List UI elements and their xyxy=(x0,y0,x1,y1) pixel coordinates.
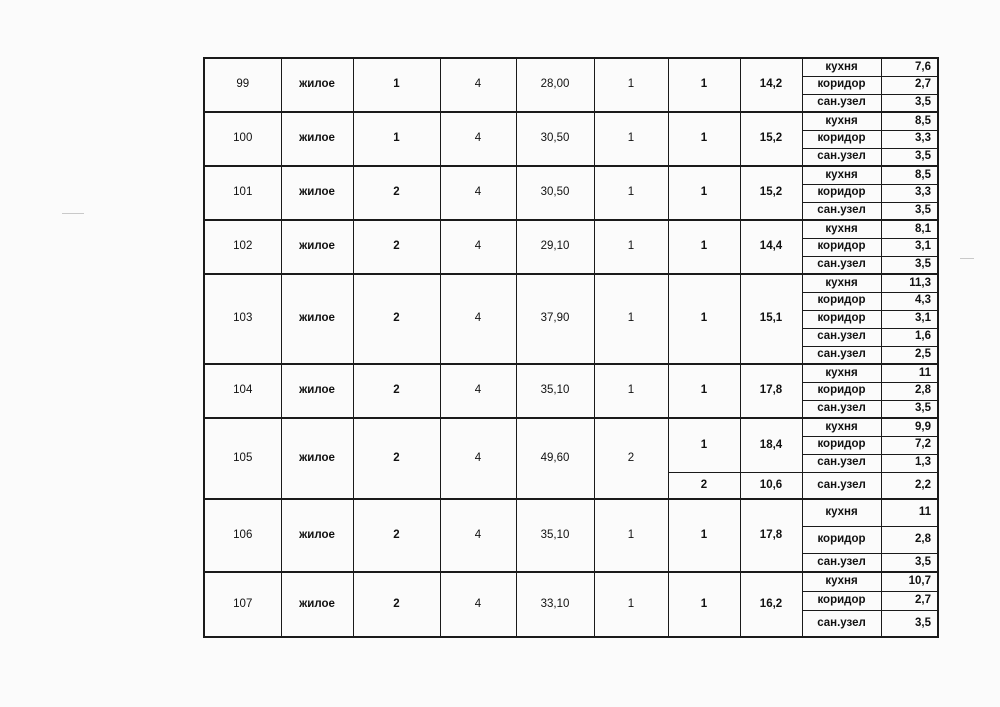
auxiliary-room-name: кухня xyxy=(802,166,881,184)
auxiliary-room-area: 3,5 xyxy=(881,256,938,274)
auxiliary-room-area: 3,5 xyxy=(881,94,938,112)
table-row xyxy=(204,274,938,292)
auxiliary-room-area: 3,5 xyxy=(881,400,938,418)
auxiliary-room-area: 9,9 xyxy=(881,418,938,436)
rooms-count: 2 xyxy=(594,418,668,499)
apartment-number: 102 xyxy=(204,220,281,274)
auxiliary-room-name: кухня xyxy=(802,418,881,436)
auxiliary-room-area: 8,5 xyxy=(881,112,938,130)
table-row xyxy=(204,364,938,382)
room-number: 1 xyxy=(668,364,740,418)
room-number: 1 xyxy=(668,220,740,274)
apartment-number: 104 xyxy=(204,364,281,418)
room-number: 1 xyxy=(668,499,740,572)
apartment-kind: жилое xyxy=(281,364,353,418)
total-area: 28,00 xyxy=(516,58,594,112)
auxiliary-room-area: 3,5 xyxy=(881,610,938,637)
total-area: 30,50 xyxy=(516,166,594,220)
section-number: 2 xyxy=(353,364,440,418)
apartment-kind: жилое xyxy=(281,112,353,166)
total-area: 35,10 xyxy=(516,364,594,418)
floor-number: 4 xyxy=(440,58,516,112)
room-number: 1 xyxy=(668,572,740,637)
room-area: 15,2 xyxy=(740,166,802,220)
floor-number: 4 xyxy=(440,220,516,274)
apartment-kind: жилое xyxy=(281,58,353,112)
auxiliary-room-area: 4,3 xyxy=(881,292,938,310)
room-number: 1 xyxy=(668,418,740,472)
auxiliary-room-name: кухня xyxy=(802,274,881,292)
auxiliary-room-name: коридор xyxy=(802,591,881,610)
auxiliary-room-name: коридор xyxy=(802,76,881,94)
auxiliary-room-name: кухня xyxy=(802,220,881,238)
total-area: 37,90 xyxy=(516,274,594,364)
auxiliary-room-name: сан.узел xyxy=(802,148,881,166)
room-number: 1 xyxy=(668,58,740,112)
auxiliary-room-area: 2,7 xyxy=(881,76,938,94)
auxiliary-room-name: сан.узел xyxy=(802,400,881,418)
auxiliary-room-area: 3,1 xyxy=(881,238,938,256)
auxiliary-room-name: кухня xyxy=(802,112,881,130)
room-number: 1 xyxy=(668,166,740,220)
auxiliary-room-area: 8,1 xyxy=(881,220,938,238)
table-row xyxy=(204,418,938,436)
auxiliary-room-area: 3,3 xyxy=(881,130,938,148)
auxiliary-room-name: кухня xyxy=(802,572,881,591)
auxiliary-room-area: 11 xyxy=(881,499,938,526)
room-number: 1 xyxy=(668,274,740,364)
rooms-count: 1 xyxy=(594,364,668,418)
room-area: 15,1 xyxy=(740,274,802,364)
total-area: 33,10 xyxy=(516,572,594,637)
rooms-count: 1 xyxy=(594,572,668,637)
auxiliary-room-area: 2,2 xyxy=(881,472,938,499)
auxiliary-room-name: коридор xyxy=(802,238,881,256)
table-row xyxy=(204,220,938,238)
table-row xyxy=(204,112,938,130)
section-number: 2 xyxy=(353,274,440,364)
apartment-number: 103 xyxy=(204,274,281,364)
room-area: 15,2 xyxy=(740,112,802,166)
apartment-number: 99 xyxy=(204,58,281,112)
room-area: 17,8 xyxy=(740,499,802,572)
floor-number: 4 xyxy=(440,274,516,364)
auxiliary-room-area: 1,3 xyxy=(881,454,938,472)
apartment-number: 100 xyxy=(204,112,281,166)
auxiliary-room-area: 3,5 xyxy=(881,553,938,572)
rooms-count: 1 xyxy=(594,499,668,572)
section-number: 1 xyxy=(353,58,440,112)
table-row xyxy=(204,499,938,526)
auxiliary-room-area: 7,6 xyxy=(881,58,938,76)
room-area: 14,4 xyxy=(740,220,802,274)
auxiliary-room-name: коридор xyxy=(802,310,881,328)
auxiliary-room-name: коридор xyxy=(802,526,881,553)
apartment-kind: жилое xyxy=(281,220,353,274)
auxiliary-room-area: 3,5 xyxy=(881,202,938,220)
auxiliary-room-name: сан.узел xyxy=(802,610,881,637)
auxiliary-room-area: 8,5 xyxy=(881,166,938,184)
auxiliary-room-name: сан.узел xyxy=(802,553,881,572)
floor-number: 4 xyxy=(440,112,516,166)
section-number: 2 xyxy=(353,220,440,274)
section-number: 1 xyxy=(353,112,440,166)
rooms-count: 1 xyxy=(594,220,668,274)
section-number: 2 xyxy=(353,166,440,220)
auxiliary-room-area: 11,3 xyxy=(881,274,938,292)
room-area: 17,8 xyxy=(740,364,802,418)
floor-number: 4 xyxy=(440,572,516,637)
floor-number: 4 xyxy=(440,499,516,572)
total-area: 49,60 xyxy=(516,418,594,499)
apartment-number: 107 xyxy=(204,572,281,637)
auxiliary-room-name: коридор xyxy=(802,382,881,400)
apartment-number: 105 xyxy=(204,418,281,499)
room-area: 10,6 xyxy=(740,472,802,499)
table-row xyxy=(204,58,938,76)
auxiliary-room-area: 1,6 xyxy=(881,328,938,346)
apartment-table xyxy=(203,57,939,638)
floor-number: 4 xyxy=(440,364,516,418)
auxiliary-room-area: 2,7 xyxy=(881,591,938,610)
auxiliary-room-name: коридор xyxy=(802,184,881,202)
auxiliary-room-name: сан.узел xyxy=(802,454,881,472)
floor-number: 4 xyxy=(440,418,516,499)
auxiliary-room-name: сан.узел xyxy=(802,202,881,220)
auxiliary-room-name: коридор xyxy=(802,436,881,454)
auxiliary-room-name: сан.узел xyxy=(802,94,881,112)
auxiliary-room-area: 3,5 xyxy=(881,148,938,166)
rooms-count: 1 xyxy=(594,112,668,166)
auxiliary-room-name: коридор xyxy=(802,130,881,148)
table-row xyxy=(204,572,938,591)
auxiliary-room-name: сан.узел xyxy=(802,472,881,499)
auxiliary-room-area: 3,3 xyxy=(881,184,938,202)
apartment-kind: жилое xyxy=(281,499,353,572)
auxiliary-room-name: сан.узел xyxy=(802,328,881,346)
auxiliary-room-area: 2,5 xyxy=(881,346,938,364)
auxiliary-room-area: 10,7 xyxy=(881,572,938,591)
apartment-number: 106 xyxy=(204,499,281,572)
apartment-kind: жилое xyxy=(281,418,353,499)
auxiliary-room-area: 3,1 xyxy=(881,310,938,328)
room-area: 18,4 xyxy=(740,418,802,472)
room-area: 14,2 xyxy=(740,58,802,112)
apartment-kind: жилое xyxy=(281,274,353,364)
auxiliary-room-name: коридор xyxy=(802,292,881,310)
auxiliary-room-name: сан.узел xyxy=(802,346,881,364)
room-number: 2 xyxy=(668,472,740,499)
total-area: 29,10 xyxy=(516,220,594,274)
auxiliary-room-area: 2,8 xyxy=(881,382,938,400)
room-number: 1 xyxy=(668,112,740,166)
rooms-count: 1 xyxy=(594,274,668,364)
apartment-kind: жилое xyxy=(281,572,353,637)
apartment-kind: жилое xyxy=(281,166,353,220)
auxiliary-room-name: кухня xyxy=(802,58,881,76)
section-number: 2 xyxy=(353,572,440,637)
rooms-count: 1 xyxy=(594,58,668,112)
auxiliary-room-name: кухня xyxy=(802,364,881,382)
total-area: 35,10 xyxy=(516,499,594,572)
auxiliary-room-area: 7,2 xyxy=(881,436,938,454)
section-number: 2 xyxy=(353,418,440,499)
auxiliary-room-area: 2,8 xyxy=(881,526,938,553)
total-area: 30,50 xyxy=(516,112,594,166)
auxiliary-room-name: сан.узел xyxy=(802,256,881,274)
apartment-number: 101 xyxy=(204,166,281,220)
auxiliary-room-area: 11 xyxy=(881,364,938,382)
section-number: 2 xyxy=(353,499,440,572)
rooms-count: 1 xyxy=(594,166,668,220)
auxiliary-room-name: кухня xyxy=(802,499,881,526)
floor-number: 4 xyxy=(440,166,516,220)
room-area: 16,2 xyxy=(740,572,802,637)
table-row xyxy=(204,166,938,184)
